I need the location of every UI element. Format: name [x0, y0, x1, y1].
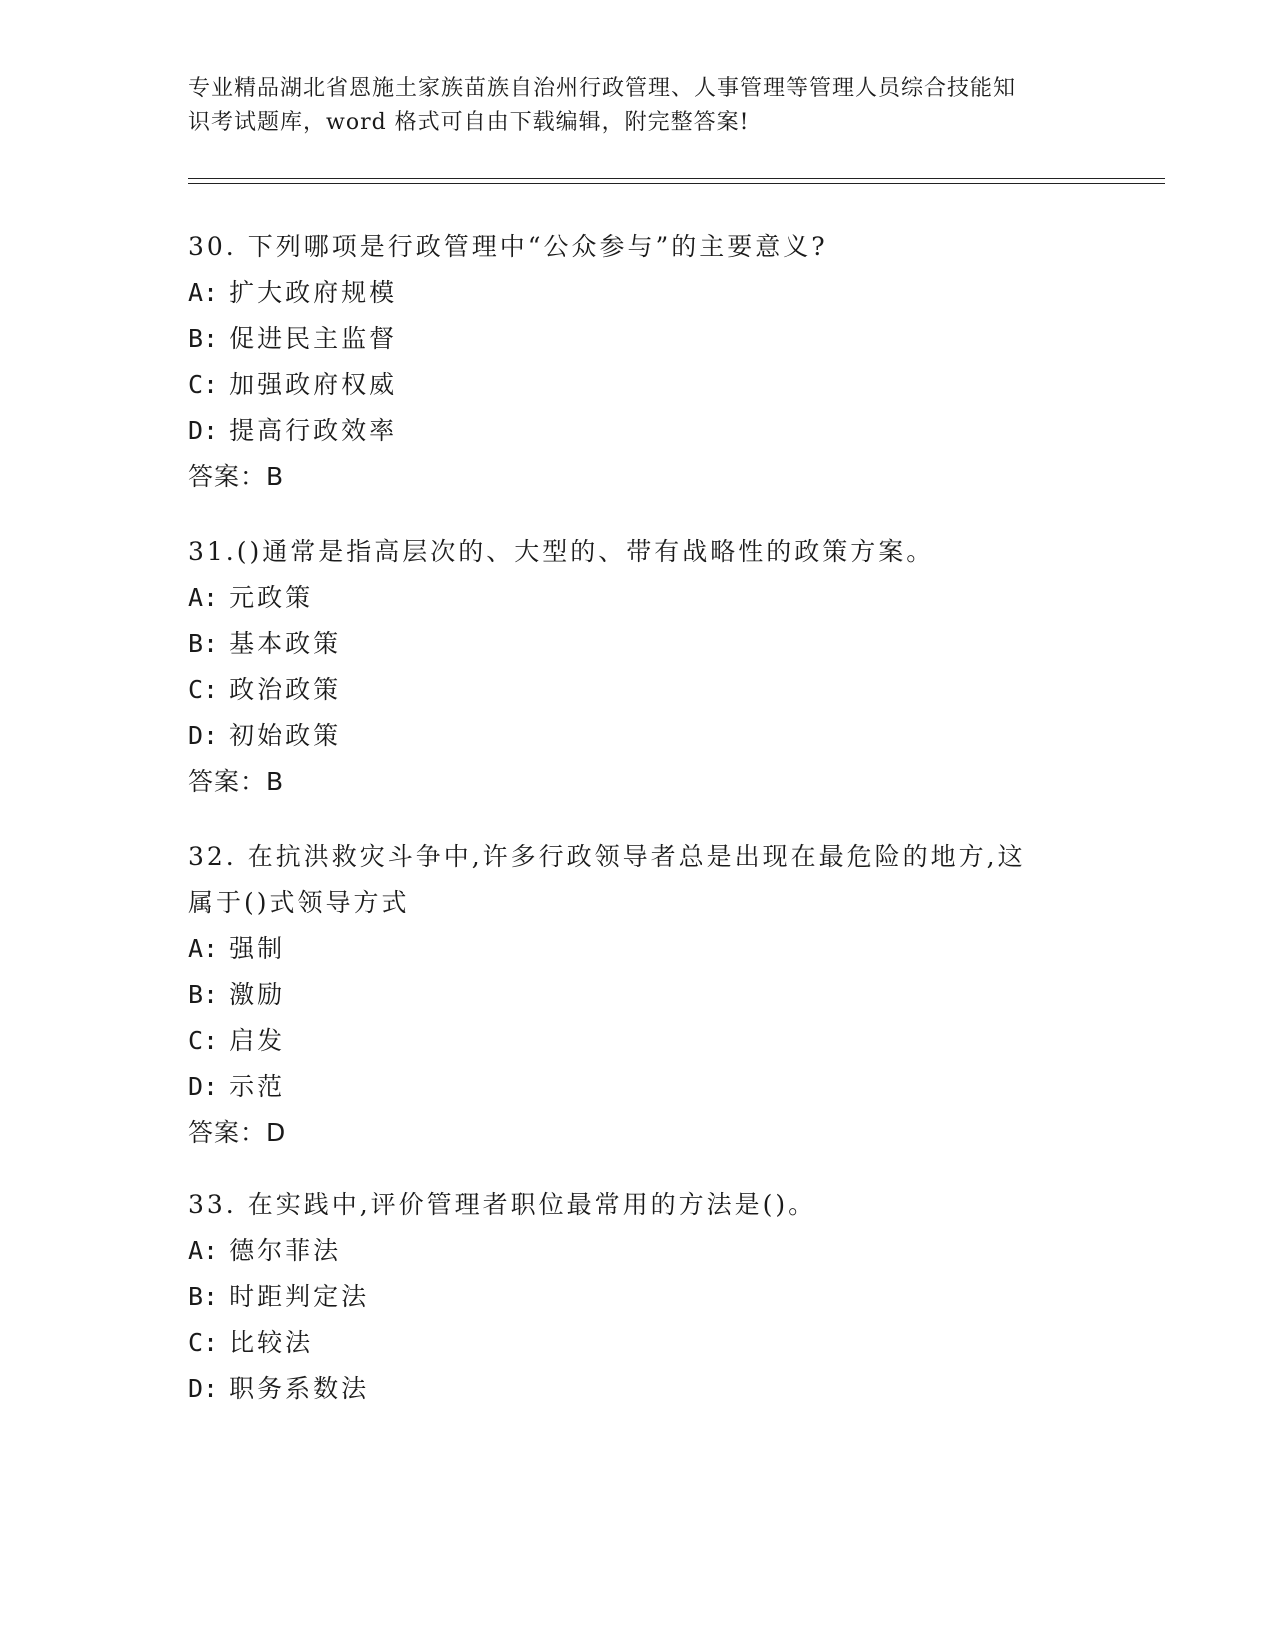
option-a: A: 德尔菲法 — [188, 1236, 342, 1265]
question-30 — [188, 224, 1088, 500]
option-d: D: 示范 — [188, 1072, 286, 1101]
document-header — [188, 72, 1088, 140]
answer-label: 答案：D — [188, 1118, 287, 1147]
header-line-2: 识考试题库，word 格式可自由下载编辑，附完整答案! — [188, 110, 750, 135]
question-32 — [188, 834, 1088, 1156]
option-a: A: 强制 — [188, 934, 286, 963]
option-c: C: 加强政府权威 — [188, 370, 398, 399]
option-a: A: 扩大政府规模 — [188, 278, 398, 307]
option-b: B: 时距判定法 — [188, 1282, 370, 1311]
question-text: 31.()通常是指高层次的、大型的、带有战略性的政策方案。 — [188, 537, 935, 566]
question-text: 33. 在实践中,评价管理者职位最常用的方法是()。 — [188, 1190, 817, 1219]
answer-label: 答案：B — [188, 462, 285, 491]
option-c: C: 比较法 — [188, 1328, 314, 1357]
question-31 — [188, 529, 1088, 805]
option-b: B: 激励 — [188, 980, 286, 1009]
question-text-continued: 属于()式领导方式 — [188, 888, 410, 917]
header-line-1: 专业精品湖北省恩施土家族苗族自治州行政管理、人事管理等管理人员综合技能知 — [188, 76, 1017, 101]
option-d: D: 初始政策 — [188, 721, 342, 750]
question-text: 30. 下列哪项是行政管理中“公众参与”的主要意义? — [188, 232, 828, 261]
question-33 — [188, 1182, 1088, 1412]
question-text: 32. 在抗洪救灾斗争中,许多行政领导者总是出现在最危险的地方,这 — [188, 842, 1026, 871]
option-b: B: 促进民主监督 — [188, 324, 398, 353]
option-d: D: 职务系数法 — [188, 1374, 370, 1403]
option-c: C: 政治政策 — [188, 675, 342, 704]
header-divider — [188, 178, 1165, 184]
option-a: A: 元政策 — [188, 583, 314, 612]
option-c: C: 启发 — [188, 1026, 286, 1055]
option-d: D: 提高行政效率 — [188, 416, 398, 445]
answer-label: 答案：B — [188, 767, 285, 796]
option-b: B: 基本政策 — [188, 629, 342, 658]
